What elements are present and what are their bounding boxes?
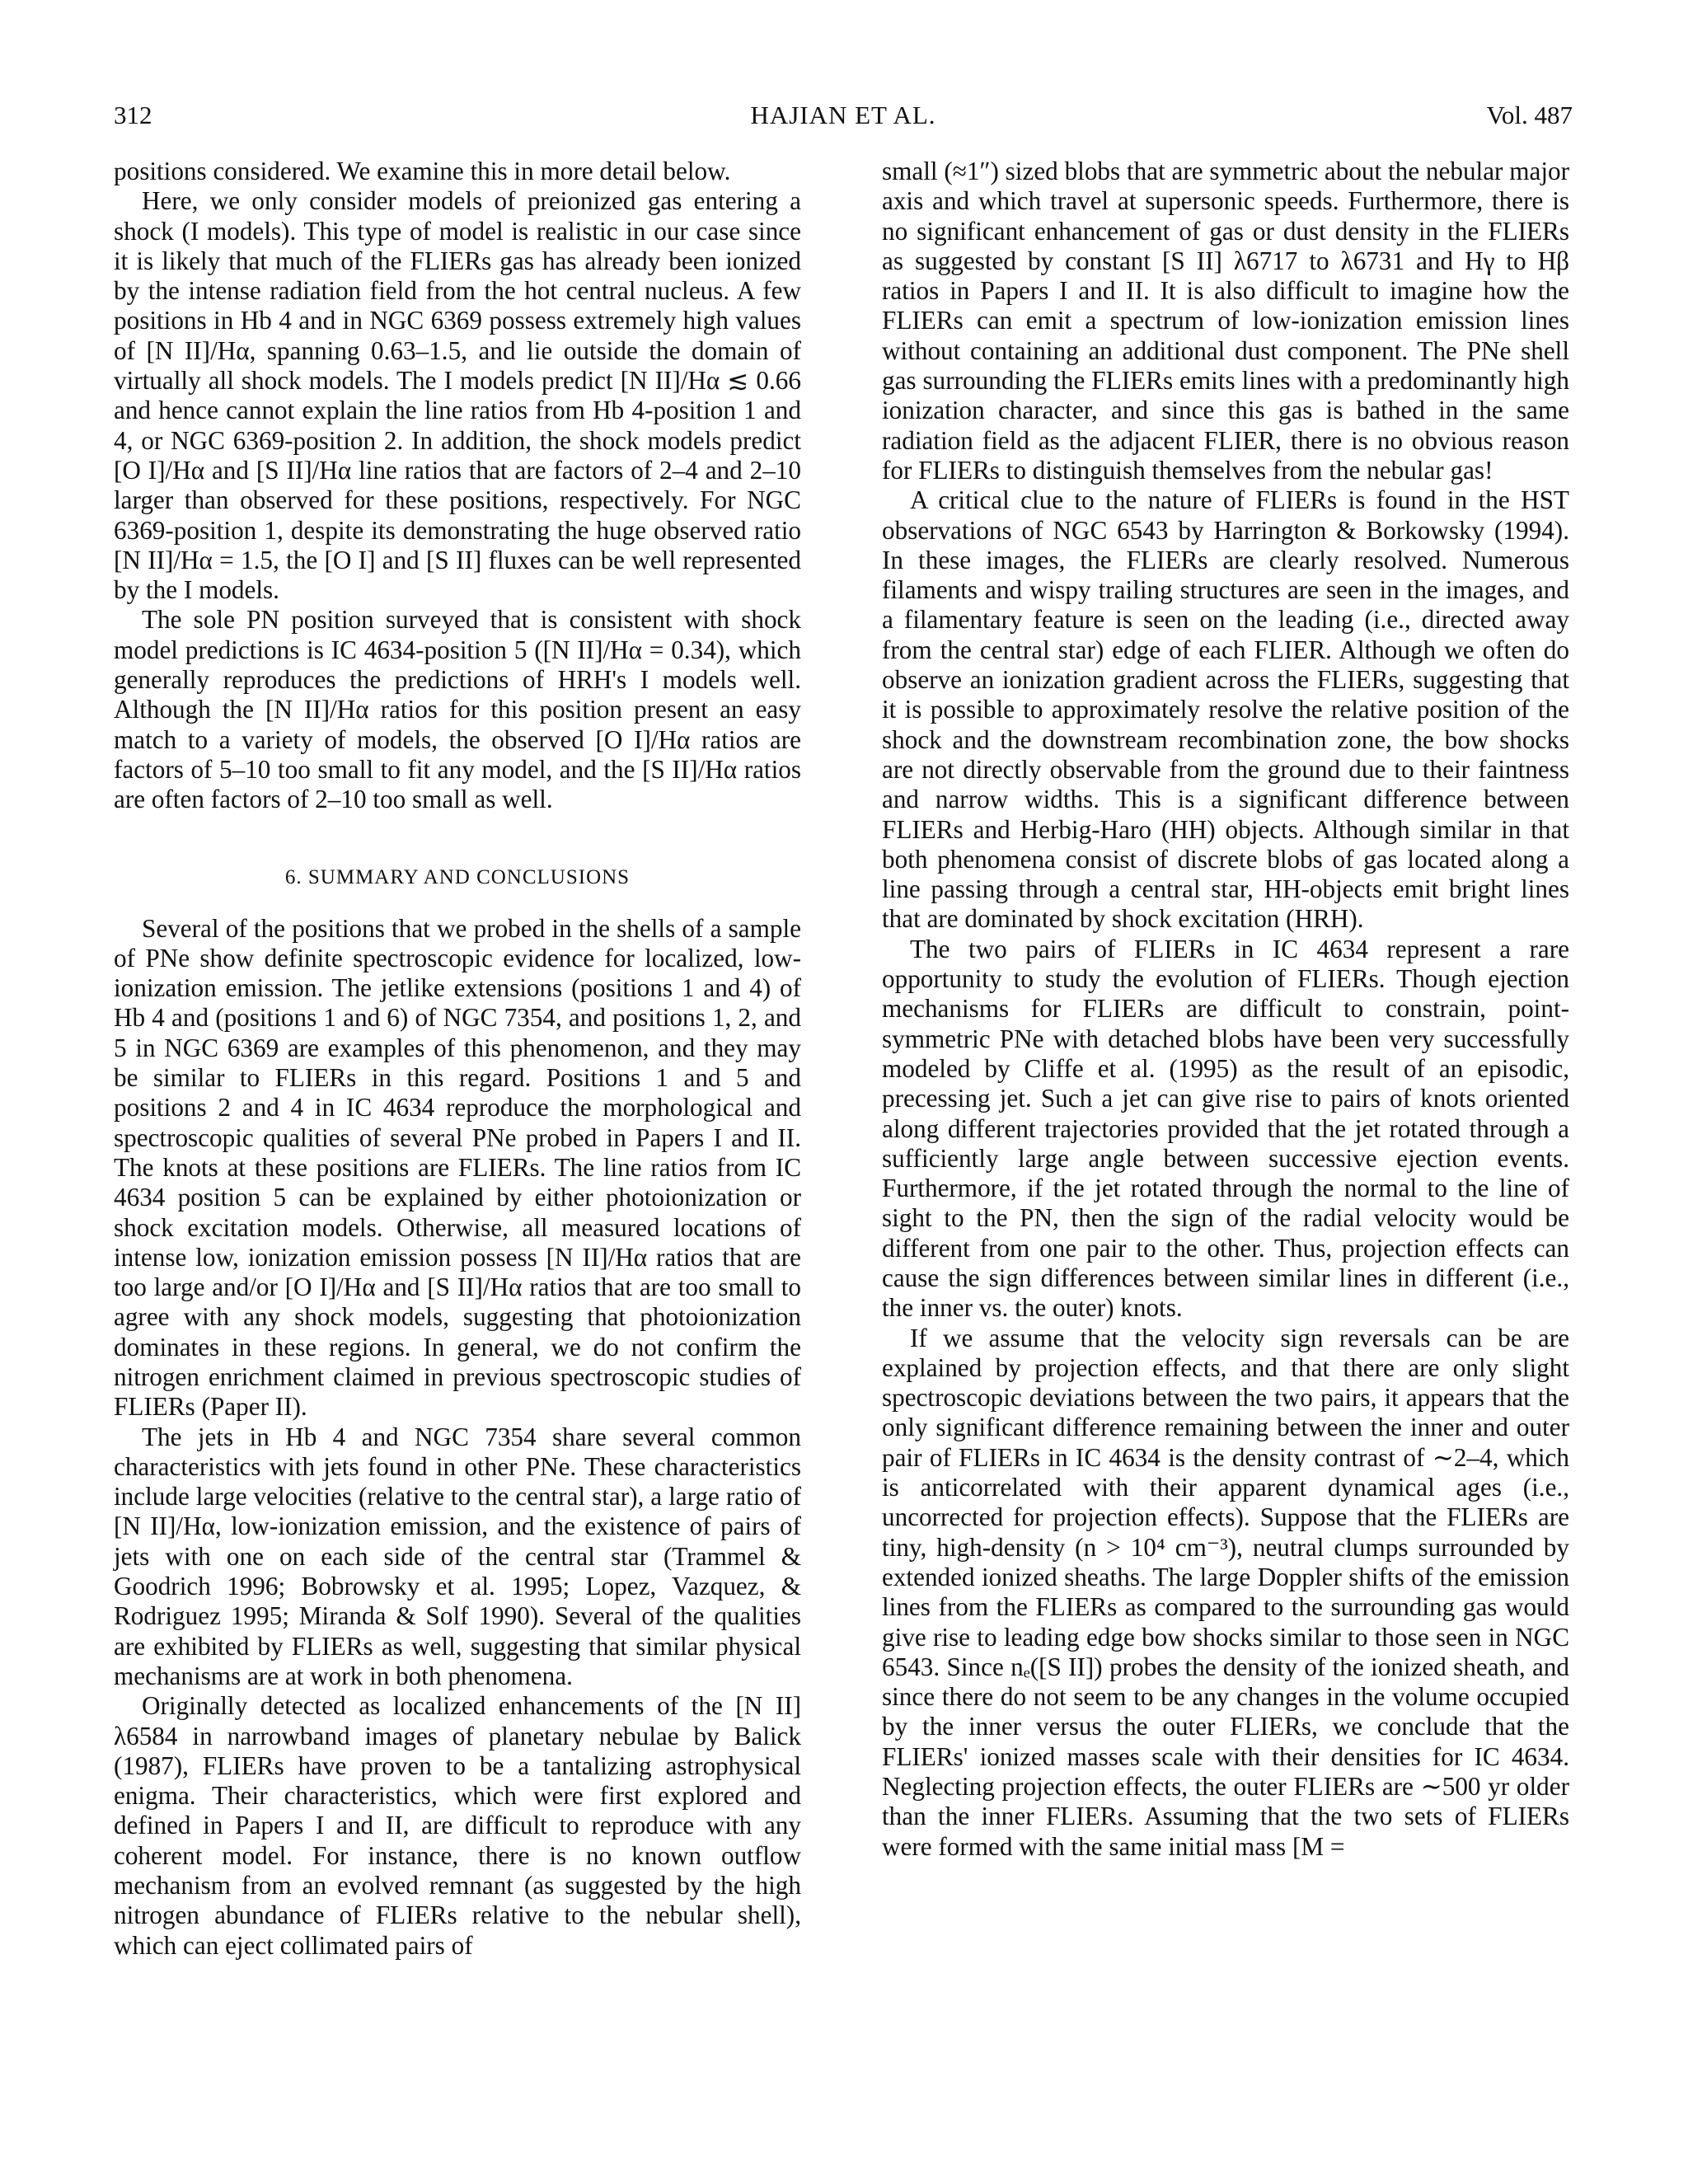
paragraph: A critical clue to the nature of FLIERs is found in the HST observations of NGC 6543 by Harrington & Borkowsky (1994). In these images, the FLIERs are clearly resolved. Numerous filaments and wispy trailing structures are seen in the images, and a filamentary feature is seen on the leading (i.e., directed away from the central star) edge of each FLIER. Although we often do observe an ionization gradient across the FLIERs, suggesting that it is possible to approximately resolve the relative position of the shock and the downstream recombination zone, the bow shocks are not directly observable from the ground due to their faintness and narrow widths. This is a significant difference between FLIERs and Herbig-Haro (HH) objects. Although similar in that both phenomena consist of discrete blobs of gas located along a line passing through a central star, HH-objects emit bright lines that are dominated by shock excitation (HRH). <box>882 485 1569 934</box>
running-head <box>114 97 1573 134</box>
paragraph: Originally detected as localized enhancements of the [N II] λ6584 in narrowband images of planetary nebulae by Balick (1987), FLIERs have proven to be a tantalizing astrophysical enigma. Their characteristics, which were first explored and defined in Papers I and II, are difficult to reproduce with any coherent model. For instance, there is no known outflow mechanism from an evolved remnant (as suggested by the high nitrogen abundance of FLIERs relative to the nebular shell), which can eject collimated pairs of <box>114 1691 801 1960</box>
page-number: 312 <box>114 101 152 129</box>
paragraph: Here, we only consider models of preionized gas entering a shock (I models). This type of model is realistic in our case since it is likely that much of the FLIERs gas has already been ionized by the intense radiation field from the hot central nucleus. A few positions in Hb 4 and in NGC 6369 possess extremely high values of [N II]/Hα, spanning 0.63–1.5, and lie outside the domain of virtually all shock models. The I models predict [N II]/Hα ≲ 0.66 and hence cannot explain the line ratios from Hb 4-position 1 and 4, or NGC 6369-position 2. In addition, the shock models predict [O I]/Hα and [S II]/Hα line ratios that are factors of 2–4 and 2–10 larger than observed for these positions, respectively. For NGC 6369-position 1, despite its demonstrating the huge observed ratio [N II]/Hα = 1.5, the [O I] and [S II] fluxes can be well represented by the I models. <box>114 186 801 605</box>
section-heading: 6. SUMMARY AND CONCLUSIONS <box>284 865 631 888</box>
volume-label: Vol. 487 <box>1486 101 1573 129</box>
paragraph: small (≈1″) sized blobs that are symmetric about the nebular major axis and which travel at supersonic speeds. Furthermore, there is no significant enhancement of gas or dust density in the FLIERs as suggested by constant [S II] λ6717 to λ6731 and Hγ to Hβ ratios in Papers I and II. It is also difficult to imagine how the FLIERs can emit a spectrum of low-ionization emission lines without containing an additional dust component. The PNe shell gas surrounding the FLIERs emits lines with a predominantly high ionization character, and since this gas is bathed in the same radiation field as the adjacent FLIER, there is no obvious reason for FLIERs to distinguish themselves from the nebular gas! <box>882 157 1569 485</box>
paragraph: The sole PN position surveyed that is consistent with shock model predictions is IC 4634-position 5 ([N II]/Hα = 0.34), which generally reproduces the predictions of HRH's I models well. Although the [N II]/Hα ratios for this position present an easy match to a variety of models, the observed [O I]/Hα ratios are factors of 5–10 too small to fit any model, and the [S II]/Hα ratios are often factors of 2–10 too small as well. <box>114 605 801 814</box>
right-column <box>882 157 1569 1862</box>
paragraph: The two pairs of FLIERs in IC 4634 represent a rare opportunity to study the evolution of FLIERs. Though ejection mechanisms for FLIERs are difficult to constrain, point-symmetric PNe with detached blobs have been very successfully modeled by Cliffe et al. (1995) as the result of an episodic, precessing jet. Such a jet can give rise to pairs of knots oriented along different trajectories provided that the jet rotated through a sufficiently large angle between successive ejection events. Furthermore, if the jet rotated through the normal to the line of sight to the PN, then the sign of the radial velocity would be different from one pair to the other. Thus, projection effects can cause the sign differences between similar lines in different (i.e., the inner vs. the outer) knots. <box>882 934 1569 1323</box>
paragraph: positions considered. We examine this in more detail below. <box>114 157 731 185</box>
left-column <box>114 157 801 1961</box>
paragraph: The jets in Hb 4 and NGC 7354 share several common characteristics with jets found in other PNe. These characteristics include large velocities (relative to the central star), a large ratio of [N II]/Hα, low-ionization emission, and the existence of pairs of jets with one on each side of the central star (Trammel & Goodrich 1996; Bobrowsky et al. 1995; Lopez, Vazquez, & Rodriguez 1995; Miranda & Solf 1990). Several of the qualities are exhibited by FLIERs as well, suggesting that similar physical mechanisms are at work in both phenomena. <box>114 1422 801 1690</box>
paragraph: Several of the positions that we probed in the shells of a sample of PNe show definite spectroscopic evidence for localized, low-ionization emission. The jetlike extensions (positions 1 and 4) of Hb 4 and (positions 1 and 6) of NGC 7354, and positions 1, 2, and 5 in NGC 6369 are examples of this phenomenon, and they may be similar to FLIERs in this regard. Positions 1 and 5 and positions 2 and 4 in IC 4634 reproduce the morphological and spectroscopic qualities of several PNe probed in Papers I and II. The knots at these positions are FLIERs. The line ratios from IC 4634 position 5 can be explained by either photoionization or shock excitation models. Otherwise, all measured locations of intense low, ionization emission possess [N II]/Hα ratios that are too large and/or [O I]/Hα and [S II]/Hα ratios that are too small to agree with any shock models, suggesting that photoionization dominates in these regions. In general, we do not confirm the nitrogen enrichment claimed in previous spectroscopic studies of FLIERs (Paper II). <box>114 913 801 1422</box>
paragraph: If we assume that the velocity sign reversals can be are explained by projection effects, and that there are only slight spectroscopic deviations between the two pairs, it appears that the only significant difference remaining between the inner and outer pair of FLIERs in IC 4634 is the density contrast of ∼2–4, which is anticorrelated with their apparent dynamical ages (i.e., uncorrected for projection effects). Suppose that the FLIERs are tiny, high-density (n > 10⁴ cm⁻³), neutral clumps surrounded by extended ionized sheaths. The large Doppler shifts of the emission lines from the FLIERs as compared to the surrounding gas would give rise to leading edge bow shocks similar to those seen in NGC 6543. Since nₑ([S II]) probes the density of the ionized sheath, and since there do not seem to be any changes in the volume occupied by the inner versus the outer FLIERs, we conclude that the FLIERs' ionized masses scale with their densities for IC 4634. Neglecting projection effects, the outer FLIERs are ∼500 yr older than the inner FLIERs. Assuming that the two sets of FLIERs were formed with the same initial mass [M = <box>882 1323 1569 1861</box>
running-title: HAJIAN ET AL. <box>750 101 936 129</box>
